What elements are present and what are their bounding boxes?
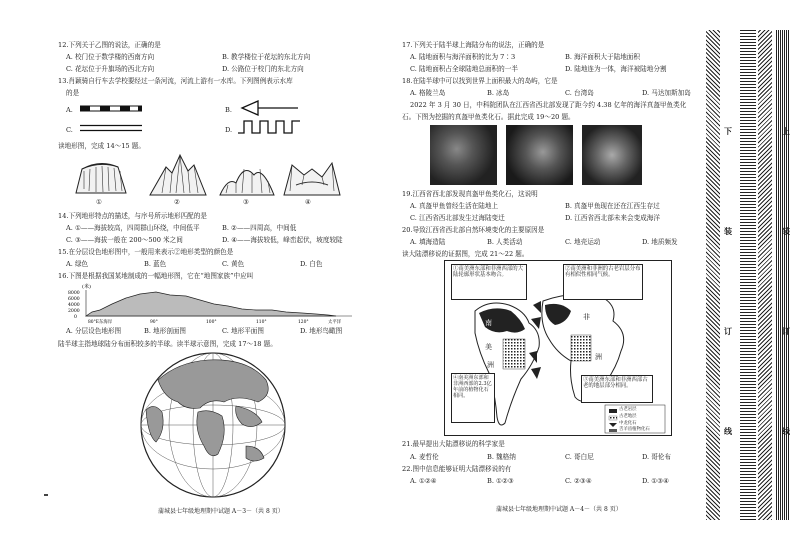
legend-item: 中龙化石: [619, 421, 637, 426]
landform-plateau-illustration: [72, 155, 130, 197]
binding-char: 装: [724, 226, 732, 236]
passage-line-2: 石。下图为挖掘的真盔甲鱼类化石。据此完成 19～20 题。: [402, 113, 575, 121]
q16-option-a[interactable]: A. 分层设色地形图: [66, 327, 122, 335]
landform-hills-illustration: [218, 155, 276, 197]
q21-option-a[interactable]: A. 麦哲伦: [410, 453, 439, 461]
profile-xlabel: 80°E东海岸: [88, 320, 113, 324]
q17-stem: 17.下列关于陆半球上海陆分布的说法，正确的是: [402, 41, 545, 49]
q16-option-c[interactable]: C. 地形平面图: [222, 327, 264, 335]
q21-option-d[interactable]: D. 哥伦布: [642, 453, 672, 461]
q22-stem: 22.图中信息能够证明大陆漂移说的有: [402, 465, 512, 473]
q20-stem: 20.导致江西省西北部自然环境变化的主要原因是: [402, 226, 545, 234]
q15-option-d[interactable]: D. 白色: [300, 260, 323, 268]
intro-21-22: 读大陆漂移说的证据图，完成 21～22 题。: [402, 250, 529, 258]
q15-option-b[interactable]: B. 蓝色: [144, 260, 167, 268]
dam-symbol: [240, 100, 300, 116]
evidence-box-4: ④南美洲东部和非洲西部的2.3亿年前的植物化石相同。: [451, 373, 495, 423]
intro-14-15: 读地形图，完成 14～15 题。: [58, 142, 145, 150]
q22-option-d[interactable]: D. ①③④: [642, 477, 669, 485]
q12-stem: 12.下列关于乙图的说法，正确的是: [58, 41, 161, 49]
binding-char: 订: [782, 326, 790, 336]
profile-ytick: 6000: [68, 297, 80, 302]
q13-option-c[interactable]: C.: [66, 126, 73, 134]
q18-option-a[interactable]: A. 格陵兰岛: [410, 89, 446, 97]
q19-option-b[interactable]: B. 真盔甲鱼现在还在江西生存过: [565, 202, 660, 210]
q22-option-b[interactable]: B. ①②③: [487, 477, 514, 485]
evidence-box-2: ②南美洲和非洲的古老岩层分布有相似性相同气候。: [563, 264, 643, 300]
q21-stem: 21.最早提出大陆漂移说的科学家是: [402, 440, 505, 448]
wall-symbol: [238, 119, 300, 135]
profile-unit: (米): [82, 284, 91, 290]
terrain-profile-chart: [66, 282, 356, 324]
q12-option-b[interactable]: B. 教学楼位于花坛的东北方向: [222, 53, 311, 61]
q12-option-d[interactable]: D. 公路位于校门的东北方向: [222, 65, 304, 73]
continental-drift-map: [444, 260, 672, 436]
q16-option-d[interactable]: D. 地形鸟瞰图: [300, 327, 343, 335]
q14-option-c[interactable]: C. ③——海拔一般在 200～500 米之间: [66, 236, 183, 244]
evidence-box-1: ①南美洲东部和非洲西部的大陆轮廓形状基本吻合。: [451, 264, 527, 300]
binding-pattern: [706, 30, 720, 520]
passage-line-1: 2022 年 3 月 30 日，中科院团队在江西省西北部发现了距今约 4.38 亿年的海洋真盔甲鱼类化: [410, 101, 687, 109]
q13-option-b[interactable]: B.: [225, 106, 232, 114]
q21-option-b[interactable]: B. 魏格纳: [487, 453, 516, 461]
map-label-continent-2: 洲: [595, 353, 602, 361]
profile-xlabel: 90°: [150, 320, 158, 324]
legend-item: 古老岩层: [619, 407, 637, 412]
q20-option-d[interactable]: D. 地质频发: [642, 238, 678, 246]
landform-label-1: ①: [96, 198, 102, 206]
left-page-footer: 蒲城县七年级地理期中试题 A－3－（共 8 页）: [158, 508, 284, 515]
binding-pattern: [776, 30, 790, 520]
binding-char: 订: [724, 326, 732, 336]
profile-ytick: 0: [74, 315, 77, 320]
q19-stem: 19.江西省西北部发现真盔甲鱼类化石，这说明: [402, 190, 538, 198]
q13-option-d[interactable]: D.: [225, 126, 233, 134]
scan-mark: [44, 494, 48, 496]
q20-option-a[interactable]: A. 填海造陆: [410, 238, 446, 246]
profile-xlabel: 110°: [256, 320, 267, 324]
q15-option-a[interactable]: A. 绿色: [66, 260, 89, 268]
binding-char: 线: [782, 426, 790, 436]
landform-label-2: ②: [174, 198, 180, 206]
land-hemisphere-globe: [138, 350, 288, 500]
q13-option-a[interactable]: A.: [66, 106, 73, 114]
evidence-box-3: ③南美洲东部和非洲西部古老的地层部分相同。: [581, 375, 653, 403]
profile-terrain-shape: [86, 292, 336, 316]
q17-option-a[interactable]: A. 陆地面积与海洋面积的比为 7∶3: [410, 53, 516, 61]
binding-pattern: [740, 30, 756, 520]
q15-stem: 15.在分层设色地形图中，一般用来表示②地形类型的颜色是: [58, 248, 234, 256]
q18-option-b[interactable]: B. 冰岛: [487, 89, 510, 97]
binding-pattern: [758, 30, 772, 520]
map-label-america: 美: [485, 343, 492, 351]
profile-ytick: 8000: [68, 291, 80, 296]
profile-xlabel: 太平洋: [328, 320, 342, 324]
landform-label-3: ③: [243, 198, 249, 206]
q19-option-d[interactable]: D. 江西省西北部未来会变成海洋: [565, 214, 660, 222]
binding-char: 上: [782, 126, 790, 136]
profile-xlabel: 100°: [206, 320, 217, 324]
q18-option-d[interactable]: D. 马达加斯加岛: [642, 89, 691, 97]
q16-option-b[interactable]: B. 地形剖面图: [144, 327, 187, 335]
landform-mountain-illustration: [148, 153, 208, 197]
q12-option-c[interactable]: C. 花坛位于升旗场的西北方向: [66, 65, 155, 73]
q12-option-a[interactable]: A. 校门位于数学楼的西南方向: [66, 53, 155, 61]
fossil-photo: [430, 125, 497, 185]
q18-stem: 18.在陆半球中可以找到世界上面积最大的岛屿，它是: [402, 77, 558, 85]
q17-option-c[interactable]: C. 陆地面积占全球陆地总面积的一半: [410, 65, 518, 73]
q13-stem-cont: 的是: [66, 89, 80, 97]
q16-stem: 16.下图是根据我国某地制成的一幅地形图，它在“地图家族”中应叫: [58, 272, 254, 280]
q17-option-d[interactable]: D. 陆地连为一体，海洋被陆地分割: [565, 65, 667, 73]
river-symbol: [80, 124, 142, 132]
q14-option-a[interactable]: A. ①——海拔较高，四周群山环绕，中间低平: [66, 224, 200, 232]
profile-ytick: 4000: [68, 303, 80, 308]
right-page-footer: 蒲城县七年级地理期中试题 A－4－（共 8 页）: [496, 506, 622, 513]
q20-option-b[interactable]: B. 人类活动: [487, 238, 523, 246]
q19-option-a[interactable]: A. 真盔甲鱼曾经生活在陆地上: [410, 202, 499, 210]
profile-xlabel: 120°: [298, 320, 309, 324]
map-label-south: 南: [485, 319, 492, 327]
landform-basin-illustration: [282, 155, 342, 197]
q17-option-b[interactable]: B. 海洋面积大于陆地面积: [565, 53, 640, 61]
map-label-africa: 非: [583, 313, 590, 321]
intro-17-18: 陆半球主指地球陆分布面积较多的半球。读半球示意图，完成 17～18 题。: [58, 340, 277, 348]
q15-option-c[interactable]: C. 黄色: [222, 260, 245, 268]
fossil-photo: [506, 125, 573, 185]
q21-option-c[interactable]: C. 哥白尼: [565, 453, 594, 461]
legend-item: 舌羊齿植物化石: [619, 427, 650, 432]
q14-option-d[interactable]: D. ④——海拔较低，峰峦起伏，坡度较陡: [222, 236, 343, 244]
binding-char: 线: [724, 426, 732, 436]
profile-ytick: 2000: [68, 309, 80, 314]
q13-stem: 13.肖颖骑自行车去学校要经过一条河流，河流上游有一水库。下列图例表示水库: [58, 77, 293, 85]
q18-option-c[interactable]: C. 台湾岛: [565, 89, 594, 97]
binding-char: 下: [724, 126, 732, 136]
q14-stem: 14.下列地形特点的描述，与序号所示地形匹配的是: [58, 212, 207, 220]
binding-char: 装: [782, 226, 790, 236]
legend-item: 古老地层: [619, 414, 637, 419]
q20-option-c[interactable]: C. 地壳运动: [565, 238, 601, 246]
q14-option-b[interactable]: B. ②——四周高，中间低: [222, 224, 297, 232]
landform-label-4: ④: [305, 198, 311, 206]
binding-margin: [706, 30, 794, 520]
q22-option-c[interactable]: C. ②③④: [565, 477, 592, 485]
fossil-photo: [582, 125, 642, 185]
railway-symbol: [80, 105, 142, 112]
q19-option-c[interactable]: C. 江西省西北部发生过海陆变迁: [410, 214, 505, 222]
q22-option-a[interactable]: A. ①②④: [410, 477, 437, 485]
map-label-continent: 洲: [487, 361, 494, 369]
